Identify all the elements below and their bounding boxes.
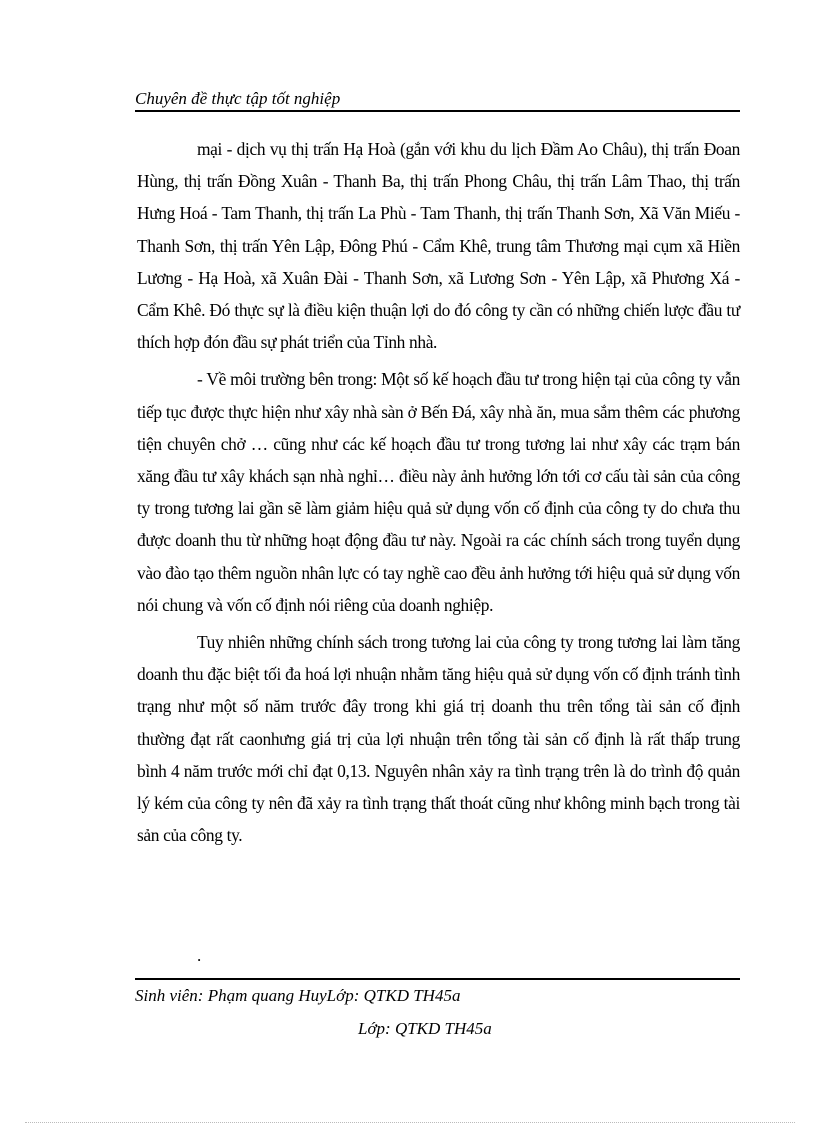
- footer-student-info: Sinh viên: Phạm quang HuyLớp: QTKD TH45a: [135, 986, 461, 1005]
- footer-class-info: Lớp: QTKD TH45a: [358, 1019, 492, 1038]
- running-header-title: Chuyên đề thực tập tốt nghiệp: [135, 89, 341, 108]
- document-body: [137, 133, 740, 856]
- trailing-dot: .: [197, 946, 202, 965]
- header-rule: [135, 110, 740, 112]
- paragraph-1: mại - dịch vụ thị trấn Hạ Hoà (gắn với khu du lịch Đầm Ao Châu), thị trấn Đoan Hùng, thị trấn Đồng Xuân - Thanh Ba, thị trấn Phong Châu, thị trấn Lâm Thao, thị trấn Hưng Hoá - Tam Thanh, thị trấn La Phù - Tam Thanh, thị trấn Thanh Sơn, Xã Văn Miếu - Thanh Sơn, thị trấn Yên Lập, Đông Phú - Cẩm Khê, trung tâm Thương mại cụm xã Hiền Lương - Hạ Hoà, xã Xuân Đài - Thanh Sơn, xã Lương Sơn - Yên Lập, xã Phương Xá - Cẩm Khê. Đó thực sự là điều kiện thuận lợi do đó công ty cần có những chiến lược đầu tư thích hợp đón đầu sự phát triển của Tỉnh nhà.: [137, 139, 740, 353]
- paragraph-2: - Về môi trường bên trong: Một số kế hoạch đầu tư trong hiện tại của công ty vẫn tiếp tục được thực hiện như xây nhà sàn ở Bến Đá, xây nhà ăn, mua sắm thêm các phương tiện chuyên chở … cũng như các kế hoạch đầu tư trong tương lai như xây các trạm bán xăng đầu tư xây khách sạn nhà nghỉ… điều này ảnh hưởng lớn tới cơ cấu tài sản của công ty trong tương lai gần sẽ làm giảm hiệu quả sử dụng vốn cố định của công ty do chưa thu được doanh thu từ những hoạt động đầu tư này. Ngoài ra các chính sách trong tuyển dụng vào đào tạo thêm nguồn nhân lực có tay nghề cao đều ảnh hưởng tới hiệu quả sử dụng vốn nói chung và vốn cố định nói riêng của doanh nghiệp.: [137, 369, 740, 615]
- paragraph-3: Tuy nhiên những chính sách trong tương lai của công ty trong tương lai làm tăng doanh thu đặc biệt tối đa hoá lợi nhuận nhằm tăng hiệu quả sử dụng vốn cố định tránh tình trạng như một số năm trước đây trong khi giá trị doanh thu trên tổng tài sản cố định thường đạt rất caonhưng giá trị của lợi nhuận trên tổng tài sản cố định là rất thấp trung bình 4 năm trước mới chỉ đạt 0,13. Nguyên nhân xảy ra tình trạng trên là do trình độ quản lý kém của công ty nên đã xảy ra tình trạng thất thoát cũng như không minh bạch trong tài sản của công ty.: [137, 632, 740, 846]
- footer-rule: [135, 978, 740, 980]
